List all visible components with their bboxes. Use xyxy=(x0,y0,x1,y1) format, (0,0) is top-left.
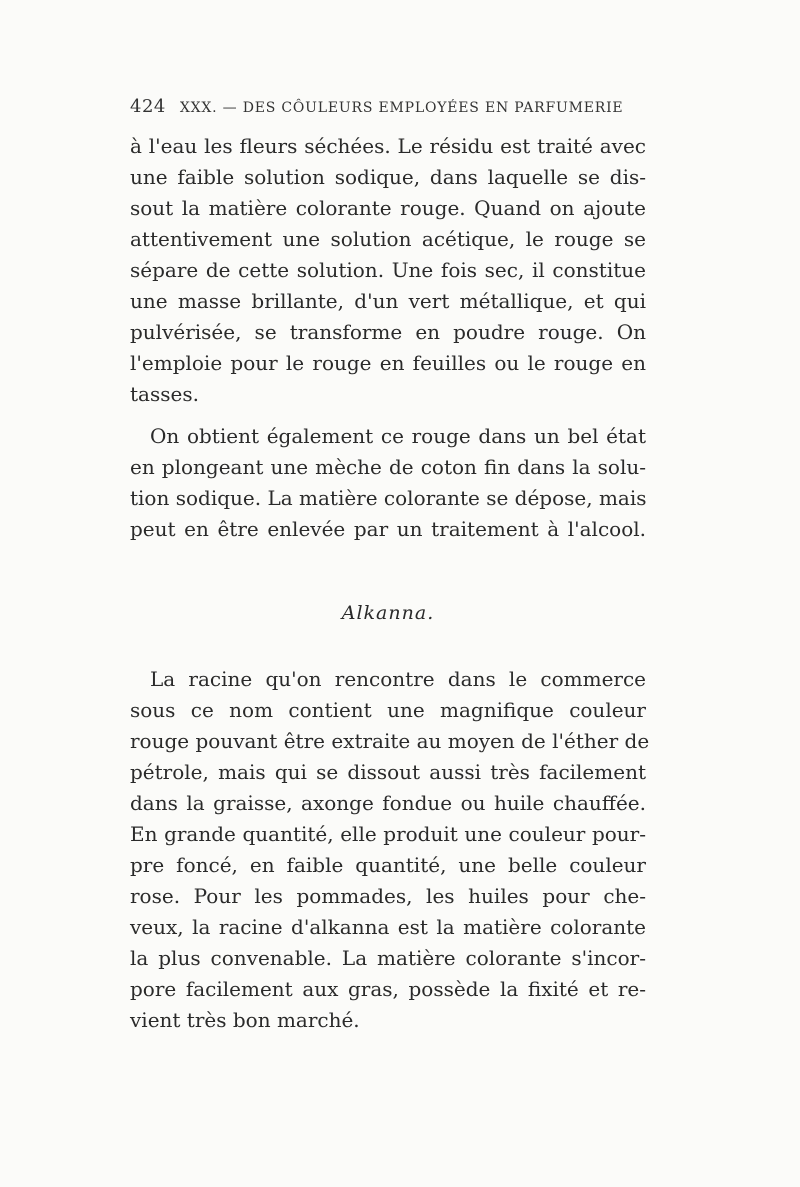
text-line: sépare de cette solution. Une fois sec, il constitue xyxy=(130,258,646,282)
text-line: En grande quantité, elle produit une couleur pour- xyxy=(130,822,646,846)
text-line: la plus convenable. La matière colorante s'incor- xyxy=(130,946,646,970)
text-line: à l'eau les fleurs séchées. Le résidu est traité avec xyxy=(130,134,646,158)
text-line: sous ce nom contient une magnifique couleur xyxy=(130,698,646,722)
text-line: rouge pouvant être extraite au moyen de l'éther de xyxy=(130,729,650,753)
text-line: pre foncé, en faible quantité, une belle couleur xyxy=(130,853,646,877)
chapter-title: XXX. — DES CÔULEURS EMPLOYÉES EN PARFUMERIE xyxy=(179,100,624,116)
text-line: dans la graisse, axonge fondue ou huile chauffée. xyxy=(130,791,646,815)
page-number: 424 xyxy=(130,96,166,117)
text-line: attentivement une solution acétique, le rouge se xyxy=(130,227,646,251)
paragraph-continuation xyxy=(130,131,646,410)
text-line: On obtient également ce rouge dans un bel état xyxy=(150,424,646,448)
text-line: peut en être enlevée par un traitement à l'alcool. xyxy=(130,517,646,541)
text-line: une masse brillante, d'un vert métallique, et qui xyxy=(130,289,646,313)
text-line: tion sodique. La matière colorante se dépose, mais xyxy=(130,486,647,510)
paragraph-coton xyxy=(130,421,646,545)
text-line: La racine qu'on rencontre dans le commerce xyxy=(150,667,646,691)
text-line: en plongeant une mèche de coton fin dans la solu- xyxy=(130,455,646,479)
text-line: rose. Pour les pommades, les huiles pour che- xyxy=(130,884,646,908)
section-heading: Alkanna. xyxy=(341,602,435,624)
text-line: pétrole, mais qui se dissout aussi très facilement xyxy=(130,760,646,784)
paragraph-alkanna xyxy=(130,664,650,1036)
text-line: l'emploie pour le rouge en feuilles ou le rouge en xyxy=(130,351,646,375)
running-header xyxy=(130,96,650,117)
text-line: vient très bon marché. xyxy=(130,1008,360,1032)
text-line: pulvérisée, se transforme en poudre rouge. On xyxy=(130,320,646,344)
text-line: pore facilement aux gras, possède la fixité et re- xyxy=(130,977,646,1001)
text-line: sout la matière colorante rouge. Quand on ajoute xyxy=(130,196,646,220)
text-line: tasses. xyxy=(130,382,199,406)
text-line: veux, la racine d'alkanna est la matière colorante xyxy=(130,915,646,939)
text-line: une faible solution sodique, dans laquelle se dis- xyxy=(130,165,646,189)
